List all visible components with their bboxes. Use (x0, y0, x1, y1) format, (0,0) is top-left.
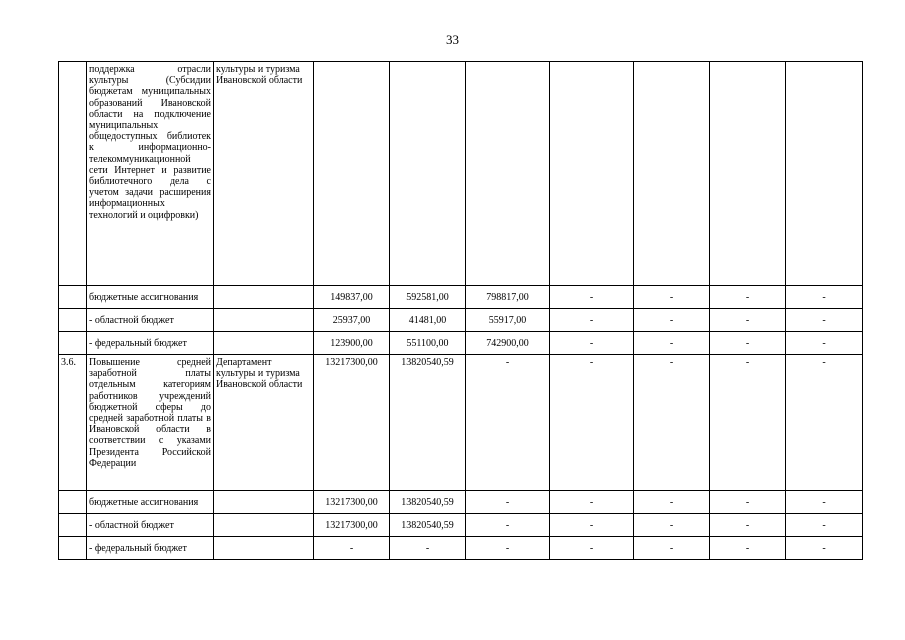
value-cell: - (550, 537, 634, 560)
value-cell: - (466, 514, 550, 537)
row-description-cell: - областной бюджет (87, 309, 214, 332)
row-description-cell: Повышение средней заработной платы отдельным категориям работников учреждений бюджетной сферы до средней заработной платы в Ивановской области в соответствии с указами Президента Российской Федерации (87, 355, 214, 491)
budget-table (58, 61, 863, 560)
value-cell: 13820540,59 (390, 514, 466, 537)
row-description-cell: бюджетные ассигнования (87, 491, 214, 514)
value-cell: - (710, 537, 786, 560)
value-cell (314, 62, 390, 286)
row-executor-cell (214, 537, 314, 560)
value-cell: - (786, 309, 863, 332)
value-cell: - (466, 355, 550, 491)
value-cell: - (314, 537, 390, 560)
row-number-cell (59, 309, 87, 332)
row-number-cell (59, 537, 87, 560)
table-row (59, 537, 863, 560)
table-row (59, 514, 863, 537)
value-cell: - (390, 537, 466, 560)
row-number-cell (59, 491, 87, 514)
row-description-cell: - федеральный бюджет (87, 332, 214, 355)
value-cell (634, 62, 710, 286)
row-description-cell: поддержка отрасли культуры (Субсидии бюджетам муниципальных образований Ивановской области на подключение муниципальных общедоступных библиотек к информационно-телекоммуникационной сети Интернет и развитие библиотечного дела с учетом задачи расширения информационных технологий и оцифровки) (87, 62, 214, 286)
value-cell: - (710, 514, 786, 537)
value-cell: 41481,00 (390, 309, 466, 332)
row-executor-cell (214, 309, 314, 332)
table-row (59, 62, 863, 286)
row-executor-cell (214, 332, 314, 355)
row-executor-cell: культуры и туризма Ивановской области (214, 62, 314, 286)
table-row (59, 355, 863, 491)
page-number: 33 (446, 32, 459, 47)
value-cell: 25937,00 (314, 309, 390, 332)
row-executor-cell (214, 286, 314, 309)
value-cell: 592581,00 (390, 286, 466, 309)
table-row (59, 332, 863, 355)
table-row (59, 286, 863, 309)
row-number-cell (59, 332, 87, 355)
value-cell: - (710, 286, 786, 309)
value-cell: - (786, 355, 863, 491)
value-cell: - (710, 355, 786, 491)
row-number-cell: 3.6. (59, 355, 87, 491)
value-cell: - (550, 355, 634, 491)
value-cell: 551100,00 (390, 332, 466, 355)
row-number-cell (59, 514, 87, 537)
value-cell: 798817,00 (466, 286, 550, 309)
value-cell: 13217300,00 (314, 491, 390, 514)
value-cell: 742900,00 (466, 332, 550, 355)
value-cell (710, 62, 786, 286)
table-row (59, 309, 863, 332)
value-cell: - (466, 491, 550, 514)
value-cell (786, 62, 863, 286)
value-cell: - (634, 537, 710, 560)
value-cell: 13820540,59 (390, 491, 466, 514)
value-cell: 13217300,00 (314, 514, 390, 537)
value-cell: - (466, 537, 550, 560)
value-cell: 13820540,59 (390, 355, 466, 491)
row-number-cell (59, 62, 87, 286)
value-cell: - (786, 332, 863, 355)
value-cell: - (550, 286, 634, 309)
row-executor-cell: Департамент культуры и туризма Ивановской области (214, 355, 314, 491)
value-cell: - (710, 491, 786, 514)
value-cell: - (634, 332, 710, 355)
row-description-cell: бюджетные ассигнования (87, 286, 214, 309)
value-cell (466, 62, 550, 286)
value-cell: - (710, 332, 786, 355)
value-cell: - (786, 286, 863, 309)
value-cell: - (634, 514, 710, 537)
value-cell: - (550, 309, 634, 332)
value-cell: - (786, 537, 863, 560)
row-number-cell (59, 286, 87, 309)
row-description-cell: - областной бюджет (87, 514, 214, 537)
value-cell: - (634, 491, 710, 514)
value-cell: - (634, 355, 710, 491)
value-cell (550, 62, 634, 286)
value-cell: - (634, 286, 710, 309)
value-cell: - (550, 332, 634, 355)
value-cell: - (634, 309, 710, 332)
row-executor-cell (214, 514, 314, 537)
row-description-cell: - федеральный бюджет (87, 537, 214, 560)
value-cell: - (786, 514, 863, 537)
value-cell: - (550, 491, 634, 514)
value-cell: - (786, 491, 863, 514)
value-cell: - (550, 514, 634, 537)
value-cell: 13217300,00 (314, 355, 390, 491)
value-cell: 123900,00 (314, 332, 390, 355)
value-cell (390, 62, 466, 286)
value-cell: 55917,00 (466, 309, 550, 332)
value-cell: - (710, 309, 786, 332)
value-cell: 149837,00 (314, 286, 390, 309)
row-executor-cell (214, 491, 314, 514)
table-row (59, 491, 863, 514)
